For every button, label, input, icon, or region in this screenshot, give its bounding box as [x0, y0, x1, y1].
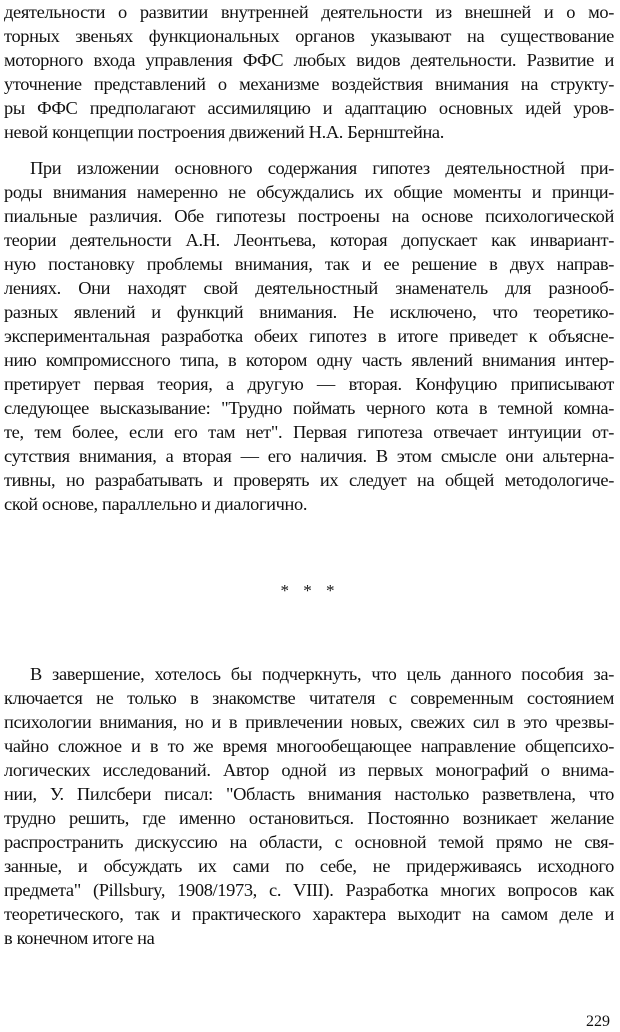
text-line: лениях. Они находят свой деятельностный знаменатель для разнооб- — [4, 278, 614, 298]
text-line: роды внимания намеренно не обсуждались их общие моменты и принци- — [4, 182, 614, 202]
text-line: занные, и обсуждать их сами по себе, не придерживаясь исходного — [4, 856, 614, 876]
text-line: следующее высказывание: "Трудно поймать черного кота в темной комна- — [4, 398, 614, 418]
section-separator: * * * — [280, 581, 340, 600]
text-line: ную постановку проблемы внимания, так и ее решение в двух направ- — [4, 254, 614, 274]
text-line: в конечном итоге на — [4, 928, 155, 948]
text-line: деятельности о развитии внутренней деятельности из внешней и о мо- — [4, 2, 614, 22]
text-line: нию компромиссного типа, в котором одну часть явлений внимания интер- — [4, 350, 614, 370]
text-line: уточнение представлений о механизме воздействия внимания на структу- — [4, 74, 614, 94]
page-number: 229 — [586, 1013, 610, 1030]
text-line: ключается не только в знакомстве читателя с современным состоянием — [4, 688, 614, 708]
text-line: сутствия внимания, а вторая — его наличия. В этом смысле они альтерна- — [4, 446, 614, 466]
text-line: торных звеньях функциональных органов указывают на существование — [4, 26, 614, 46]
paragraph-1 — [4, 0, 614, 144]
text-line: нии, У. Пилсбери писал: "Область внимания настолько разветвлена, что — [4, 784, 614, 804]
paragraph-2 — [4, 156, 614, 516]
text-line: теории деятельности А.Н. Леонтьева, которая допускает как инвариант- — [4, 230, 614, 250]
text-line: невой концепции построения движений Н.А. Бернштейна. — [4, 122, 444, 142]
text-line: экспериментальная разработка обеих гипотез в итоге приведет к объясне- — [4, 326, 614, 346]
text-line: логических исследований. Автор одной из первых монографий о внима- — [4, 760, 614, 780]
text-line: теоретического, так и практического характера выходит на самом деле и — [4, 904, 614, 924]
text-line: В завершение, хотелось бы подчеркнуть, что цель данного пособия за- — [30, 664, 614, 684]
paragraph-3 — [4, 662, 614, 950]
text-line: чайно сложное и в то же время многообещающее направление общепсихо- — [4, 736, 614, 756]
text-line: трудно решить, где именно остановиться. Постоянно возникает желание — [4, 808, 614, 828]
text-line: моторного входа управления ФФС любых видов деятельности. Развитие и — [4, 50, 614, 70]
text-line: распространить дискуссию на области, с основной темой прямо не свя- — [4, 832, 614, 852]
text-line: ры ФФС предполагают ассимиляцию и адаптацию основных идей уров- — [4, 98, 614, 118]
text-line: психологии внимания, но и в привлечении новых, свежих сил в это чрезвы- — [4, 712, 614, 732]
text-line: пиальные различия. Обе гипотезы построены на основе психологической — [4, 206, 614, 226]
text-line: разных явлений и функций внимания. Не исключено, что теоретико- — [4, 302, 614, 322]
text-line: тивны, но разрабатывать и проверять их следует на общей методологиче- — [4, 470, 614, 490]
text-line: предмета" (Pillsbury, 1908/1973, с. VIII). Разработка многих вопросов как — [4, 880, 614, 900]
text-line: При изложении основного содержания гипотез деятельностной при- — [30, 158, 614, 178]
text-line: те, тем более, если его там нет". Первая гипотеза отвечает интуиции от- — [4, 422, 614, 442]
text-line: ской основе, параллельно и диалогично. — [4, 494, 308, 514]
text-line: претирует первая теория, а другую — вторая. Конфуцию приписывают — [4, 374, 614, 394]
